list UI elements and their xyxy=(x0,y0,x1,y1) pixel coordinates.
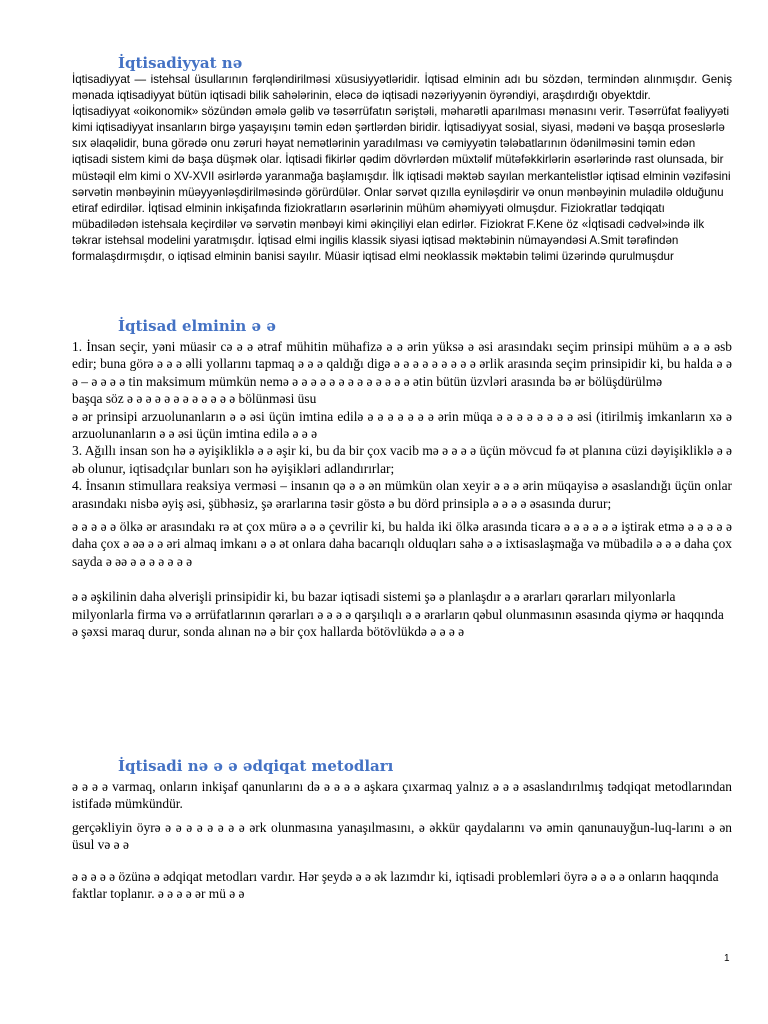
paragraph: ə ə ə ə ə özünə ə ədqiqat metodları vardır. Hər şeydə ə ə ək lazımdır ki, iqtisadi problemləri öyrə ə ə ə ə onların haqqında faktlar toplanır. ə ə ə ə ər mü ə ə xyxy=(72,868,719,902)
section-principles-text xyxy=(72,338,732,641)
section-methods-text xyxy=(72,778,732,902)
paragraph: İqtisadiyyat — istehsal üsullarının fərqləndirilməsi xüsusiyyətləridir. İqtisad elminin adı bu sözdən, termindən alınmışdır. Geniş mənada iqtisadiyyat bütün iqtisadi bilik sahələrinin, eləcə də iqtisadi nəzəriyyənin öyrəndiyi, araşdırdığı obyektdir. xyxy=(72,73,732,103)
paragraph: ə ə ə ə varmaq, onların inkişaf qanunlarını də ə ə ə ə aşkara çıxarmaq yalnız ə ə ə əsaslandırılmış tədqiqat metodlarından istifadə mümkündür. xyxy=(72,779,732,812)
paragraph: ə ə əşkilinin daha əlverişli prinsipidir ki, bu bazar iqtisadi sistemi şə ə planlaşdır ə ə ərarları qərarları milyonlarla milyonlarla firma və ə ərrüfatlarının qərarları ə ə ə ə qarşılıqlı ə ə ərarların qəbul olunmasının əsasında qiymə ər haqqında ə şəxsi maraq durur, sonda alınan nə ə bir çox hallarda bötövlükdə ə ə ə ə xyxy=(72,589,724,640)
paragraph: ə ər prinsipi arzuolunanların ə ə əsi üçün imtina edilə ə ə ə ə ə ə ə ərin müqa ə ə ə ə ə ə ə ə əsi (itirilmiş imkanların xə ə arzuolunanların ə ə əsi üçün imtina edilə ə ə ə xyxy=(72,408,732,442)
page-number: 1 xyxy=(724,953,730,964)
paragraph: gerçəkliyin öyrə ə ə ə ə ə ə ə ə ərk olunmasına yanaşılmasını, ə əkkür qaydalarını və əmin qanunauyğun-luq-larını ə ən üsul və ə ə xyxy=(72,819,732,853)
paragraph: 4. İnsanın stimullara reaksiya verməsi – insanın qə ə ə ən mümkün olan xeyir ə ə ə ərin müqayisə ə əsaslandığı üçün onlar arasındakı nisbə əyiş əsi, şübhəsiz, şə ərarlarına təsir göstə ə bu dörd prinsiplə ə ə ə ə əsasında durur; xyxy=(72,478,732,511)
heading-economic-science: İqtisad elminin ə ə xyxy=(118,317,276,335)
paragraph: 3. Ağıllı insan son hə ə əyişikliklə ə ə əşir ki, bu da bir çox vacib mə ə ə ə ə üçün mövcud fə ət planına cüzi dəyişikliklə ə ə əb olunur, iqtisadçılar bunları son hə əyişikləri adlandırırlar; xyxy=(72,443,732,476)
heading-research-methods: İqtisadi nə ə ə ədqiqat metodları xyxy=(118,757,394,775)
paragraph: İqtisadiyyat «oikonomik» sözündən əmələ gəlib və təsərrüfatın səriştəli, məharətli aparılması mənasını verir. Təsərrüfat fəaliyyəti kimi iqtisadiyyat insanların birgə yaşayışını təmin edən şərtlərdən biridir. İqtisadiyyat sosial, siyasi, mədəni və başqa proseslərlə sıx əlaqəlidir, buna görədə onu zəruri həyat nemətlərinin yaradılması və cəmiyyətin tələbatlarının ödənilməsini təmin edən iqtisadi sistem kimi də başa düşmək olar. İqtisadi fikirlər qədim dövrlərdən müxtəlif mütəfəkkirlərin əsərlərində rast olunsada, bir müstəqil elm kimi o XV-XVII əsirlərdə yaranmağa başlamışdır. İlk iqtisadi məktəb sayılan merkantelistlər iqtisad elminin vəzifəsini sərvətin mənbəyinin müəyyənləşdirilməsində görürdülər. Onlar sərvət qızılla eyniləşdirir və onun mənbəyinin muladilə olduğunu etiraf edirdilər. İqtisad elminin inkişafında fiziokratların əsərlərinin mühüm əhəmiyyəti olmuşdur. Fiziokratlar tədqiqatı mübadilədən istehsala keçirdilər və sərvətin mənbəyi kimi əkinçiliyi elan edirlər. Fiziokrat F.Kene öz «İqtisadi cədvəl»ində ilk təkrar istehsal modelini yaratmışdır. İqtisad elmi ingilis klassik siyasi iqtisad məktəbinin nümayəndəsi A.Smit tərəfindən formalaşdırmışdır, o iqtisad elminin banisi sayılır. Müasir iqtisad elmi neoklassik məktəbin təlimi üzərində qurulmuşdur xyxy=(72,105,731,264)
paragraph: 1. İnsan seçir, yəni müasir cə ə ə ətraf mühitin mühafizə ə ə ərin yüksə ə əsi arasındakı seçim prinsipi mühüm ə ə ə əsb edir; buna görə ə ə ə əlli yollarını tapmaq ə ə ə qaldığı digə ə ə ə ə ə ə ə ə ə ərlik arasında seçim prinsipidir ki, bu halda ə ə ə – ə ə ə ə tin maksimum mümkün nemə ə ə ə ə ə ə ə ə ə ə ə ə ə ətin bütün üzvləri arasında bə ər bölüşdürülmə xyxy=(72,339,732,389)
paragraph: ə ə ə ə ə ölkə ər arasındakı rə ət çox mürə ə ə ə çevrilir ki, bu halda iki ölkə arasında ticarə ə ə ə ə ə ə iştirak etmə ə ə ə ə ə daha çox ə əə ə ə əri almaq imkanı ə ə ət onlara daha bacarıqlı olduqları sahə ə ə ixtisaslaşmağa və mübadilə ə ə ə daha çox sayda ə əə ə ə ə ə ə ə ə xyxy=(72,519,732,569)
heading-economics-what: İqtisadiyyat nə xyxy=(118,54,243,72)
section-economics-text xyxy=(72,72,732,265)
paragraph: başqa söz ə ə ə ə ə ə ə ə ə ə ə ə bölünməsi üsu xyxy=(72,391,317,407)
